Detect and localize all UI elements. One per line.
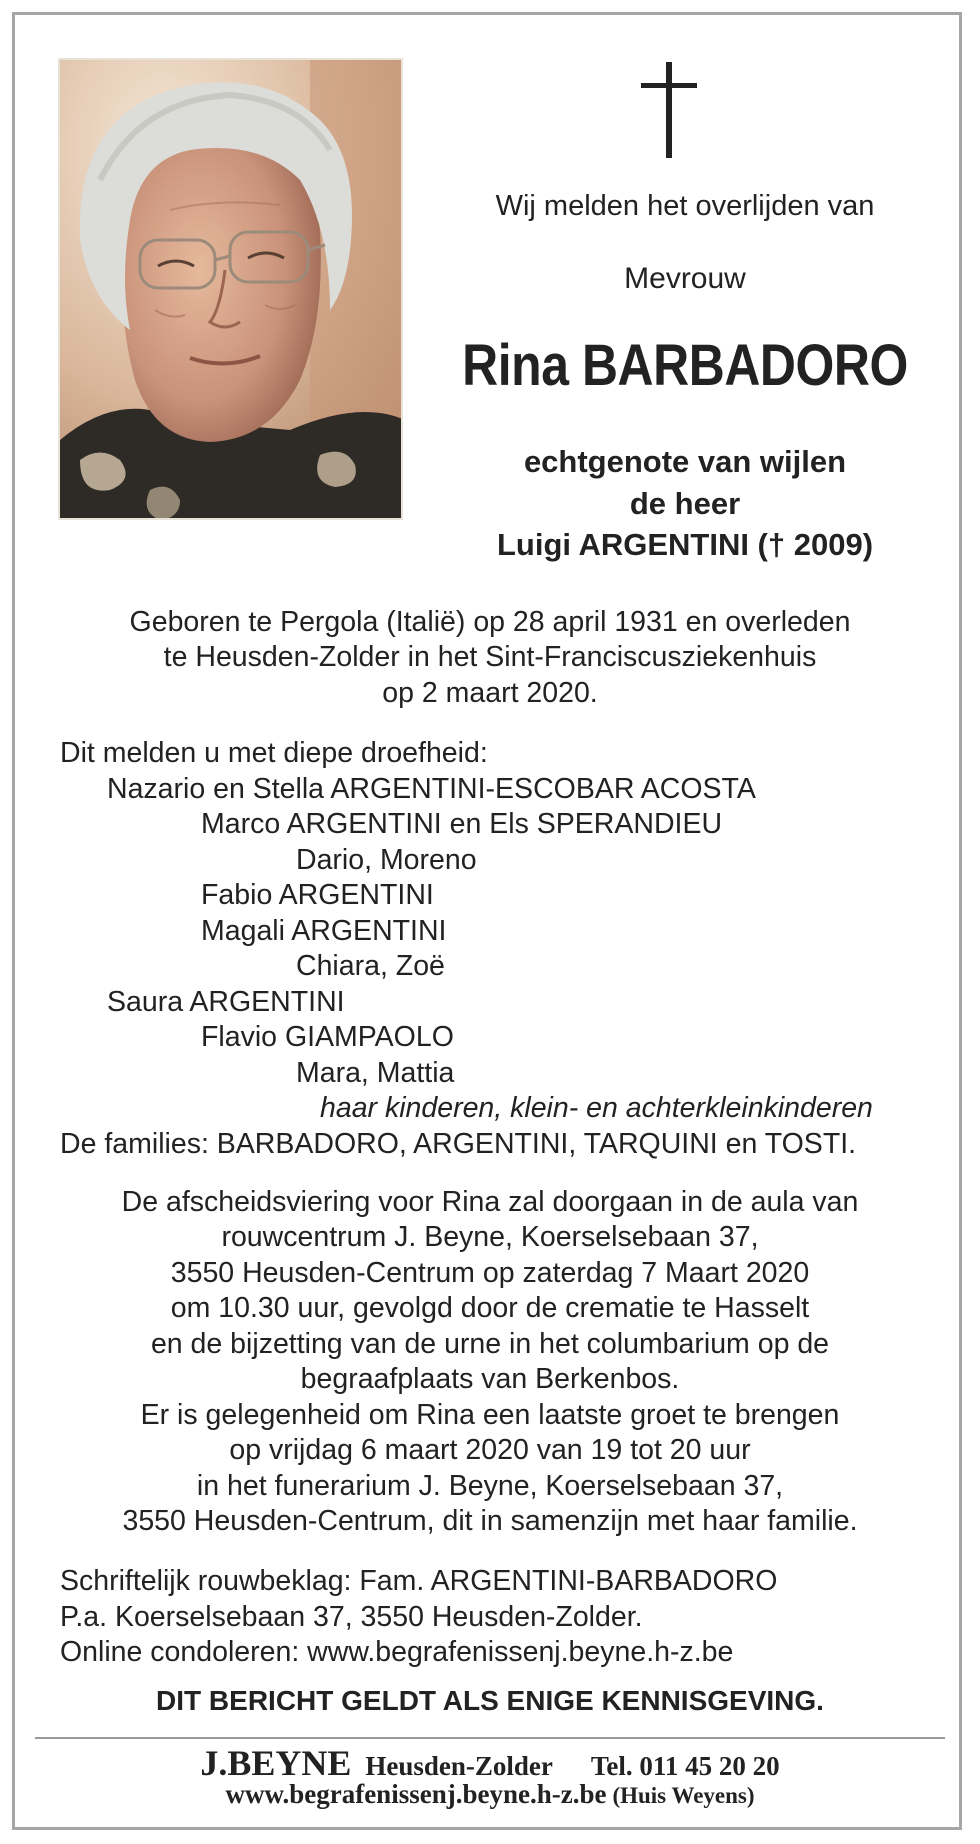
ceremony-line: 3550 Heusden-Centrum op zaterdag 7 Maart 2020 xyxy=(170,1257,810,1289)
intro-text: Wij melden het overlijden van xyxy=(495,190,875,222)
brand-city: Heusden-Zolder xyxy=(365,1751,553,1781)
ceremony-line: 3550 Heusden-Centrum, dit in samenzijn met haar familie. xyxy=(122,1505,858,1537)
spouse-line-2: de heer xyxy=(629,486,741,521)
notice-text: DIT BERICHT GELDT ALS ENIGE KENNISGEVING. xyxy=(156,1685,824,1716)
mourner-entry: Saura ARGENTINI xyxy=(107,985,345,1018)
families-line: De families: BARBADORO, ARGENTINI, TARQUINI en TOSTI. xyxy=(60,1127,857,1160)
mourner-entry: Mara, Mattia xyxy=(296,1056,455,1089)
mourner-entry: Marco ARGENTINI en Els SPERANDIEU xyxy=(201,808,723,840)
footer-divider xyxy=(35,1737,945,1739)
mourners-list xyxy=(60,736,873,1162)
mourner-entry: Dario, Moreno xyxy=(296,843,477,876)
contact-website[interactable]: Online condoleren: www.begrafenissenj.beyne.h-z.be xyxy=(60,1636,734,1668)
birth-line-3: op 2 maart 2020. xyxy=(382,677,598,709)
birth-line-2: te Heusden-Zolder in het Sint-Franciscusziekenhuis xyxy=(163,641,817,673)
cross-icon xyxy=(641,62,697,158)
spouse-line-1: echtgenote van wijlen xyxy=(523,444,847,479)
mourner-entry: Chiara, Zoë xyxy=(296,950,445,982)
mourner-entry: Magali ARGENTINI xyxy=(201,914,447,947)
footer-website[interactable]: www.begrafenissenj.beyne.h-z.be xyxy=(225,1779,607,1809)
deceased-name: Rina BARBADORO xyxy=(462,333,908,398)
mourner-entry: Nazario en Stella ARGENTINI-ESCOBAR ACOSTA xyxy=(107,772,756,805)
spouse-line-3: Luigi ARGENTINI († 2009) xyxy=(496,527,874,562)
ceremony-line: om 10.30 uur, gevolgd door de crematie te Hasselt xyxy=(170,1292,810,1324)
ceremony-line: begraafplaats van Berkenbos. xyxy=(300,1363,680,1395)
ceremony-line: in het funerarium J. Beyne, Koerselsebaan 37, xyxy=(196,1470,784,1502)
mourners-summary: haar kinderen, klein- en achterkleinkinderen xyxy=(320,1092,873,1124)
contact-line: Schriftelijk rouwbeklag: Fam. ARGENTINI-BARBADORO xyxy=(60,1565,778,1597)
ceremony-line: rouwcentrum J. Beyne, Koerselsebaan 37, xyxy=(221,1221,759,1253)
portrait-photo xyxy=(58,58,403,520)
brand-name: J.BEYNE xyxy=(200,1743,352,1783)
mourner-entry: Fabio ARGENTINI xyxy=(201,879,434,911)
ceremony-line: De afscheidsviering voor Rina zal doorgaan in de aula van xyxy=(121,1186,859,1218)
ceremony-line: en de bijzetting van de urne in het columbarium op de xyxy=(150,1328,830,1360)
ceremony-line: Er is gelegenheid om Rina een laatste groet te brengen xyxy=(140,1399,840,1431)
ceremony-line: op vrijdag 6 maart 2020 van 19 tot 20 uur xyxy=(229,1434,751,1466)
footer-web-line xyxy=(0,1779,980,1810)
footer-brand-line xyxy=(0,1742,980,1784)
brand-phone: Tel. 011 45 20 20 xyxy=(590,1751,780,1781)
honorific: Mevrouw xyxy=(624,262,746,295)
contact-line: P.a. Koerselsebaan 37, 3550 Heusden-Zolder. xyxy=(60,1601,643,1633)
mourners-heading: Dit melden u met diepe droefheid: xyxy=(60,737,488,769)
birth-line-1: Geboren te Pergola (Italië) op 28 april 1931 en overleden xyxy=(129,606,851,638)
mourner-entry: Flavio GIAMPAOLO xyxy=(201,1021,454,1053)
footer-note: (Huis Weyens) xyxy=(612,1783,755,1808)
